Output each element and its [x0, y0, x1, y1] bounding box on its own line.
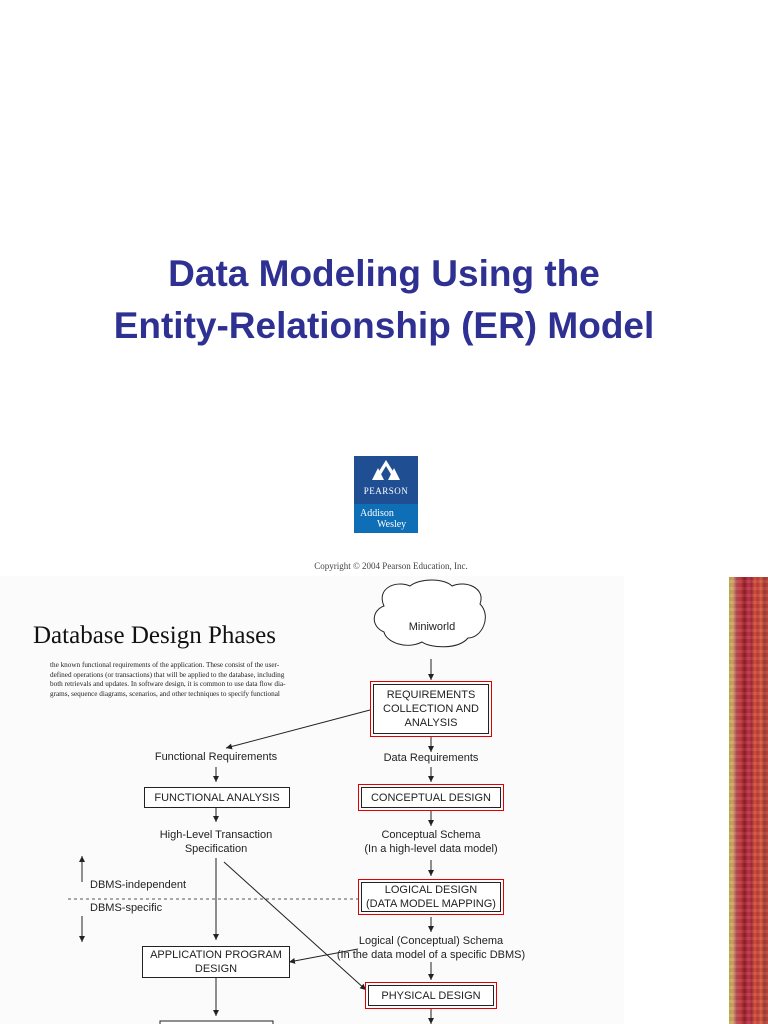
- functional-analysis-box: [144, 787, 290, 808]
- high-level-spec-line-1: High-Level Transaction: [159, 829, 273, 841]
- logo-brand: PEARSON: [363, 486, 409, 496]
- body-line: defined operations (or transactions) that will be applied to the database, including: [50, 670, 285, 679]
- logical-schema-line-2: (In the data model of a specific DBMS): [336, 949, 526, 961]
- dbms-independent-label: DBMS-independent: [90, 879, 187, 891]
- logo-upper-panel: [354, 456, 418, 504]
- application-design-box: [142, 946, 290, 978]
- pearson-emblem-icon: [354, 456, 418, 486]
- body-line: the known functional requirements of the application. These consist of the user-: [50, 661, 280, 669]
- body-line: both retrievals and updates. In software design, it is common to use data flow dia-: [50, 680, 286, 689]
- decorative-stripe: [729, 577, 768, 1024]
- physical-design-box: [368, 985, 494, 1006]
- conceptual-schema-label: [360, 828, 502, 856]
- requirements-line-3: ANALYSIS: [404, 717, 458, 729]
- physical-design-label: PHYSICAL DESIGN: [381, 989, 481, 1002]
- logical-schema-label: [336, 934, 526, 962]
- miniworld-cloud-shape: [374, 580, 485, 647]
- conceptual-design-label: CONCEPTUAL DESIGN: [370, 791, 491, 804]
- body-line: grams, sequence diagrams, scenarios, and other techniques to specify functional: [50, 689, 280, 698]
- slide-title: [0, 248, 768, 352]
- logo-line-2: Wesley: [377, 519, 407, 530]
- figure-title: Database Design Phases: [33, 622, 276, 649]
- miniworld-label: Miniworld: [408, 621, 456, 633]
- data-requirements-label: Data Requirements: [383, 752, 479, 764]
- title-line-1: Data Modeling Using the: [168, 253, 600, 294]
- logical-design-line-2: (DATA MODEL MAPPING): [366, 898, 496, 910]
- requirements-line-1: REQUIREMENTS: [386, 689, 476, 701]
- copyright-text: Copyright © 2004 Pearson Education, Inc.: [314, 561, 468, 571]
- application-design-line-1: APPLICATION PROGRAM: [150, 949, 282, 961]
- conceptual-design-box: [361, 787, 501, 808]
- figure-body-text: [50, 661, 340, 699]
- functional-analysis-label: FUNCTIONAL ANALYSIS: [154, 791, 280, 804]
- functional-requirements-label: Functional Requirements: [154, 751, 278, 763]
- high-level-spec-line-2: Specification: [184, 843, 248, 855]
- application-design-line-2: DESIGN: [194, 963, 238, 975]
- conceptual-schema-line-1: Conceptual Schema: [381, 829, 481, 841]
- title-line-2: Entity-Relationship (ER) Model: [113, 305, 655, 346]
- requirements-line-2: COLLECTION AND: [383, 703, 479, 715]
- logo-line-1: Addison: [360, 508, 394, 519]
- high-level-spec-label: [150, 828, 282, 856]
- logical-schema-line-1: Logical (Conceptual) Schema: [358, 935, 504, 947]
- requirements-box: [373, 684, 489, 734]
- logical-design-box: [361, 882, 501, 912]
- pearson-logo: [354, 456, 418, 533]
- dbms-specific-label: DBMS-specific: [90, 902, 163, 914]
- logical-design-line-1: LOGICAL DESIGN: [384, 884, 478, 896]
- conceptual-schema-line-2: (In a high-level data model): [364, 843, 498, 855]
